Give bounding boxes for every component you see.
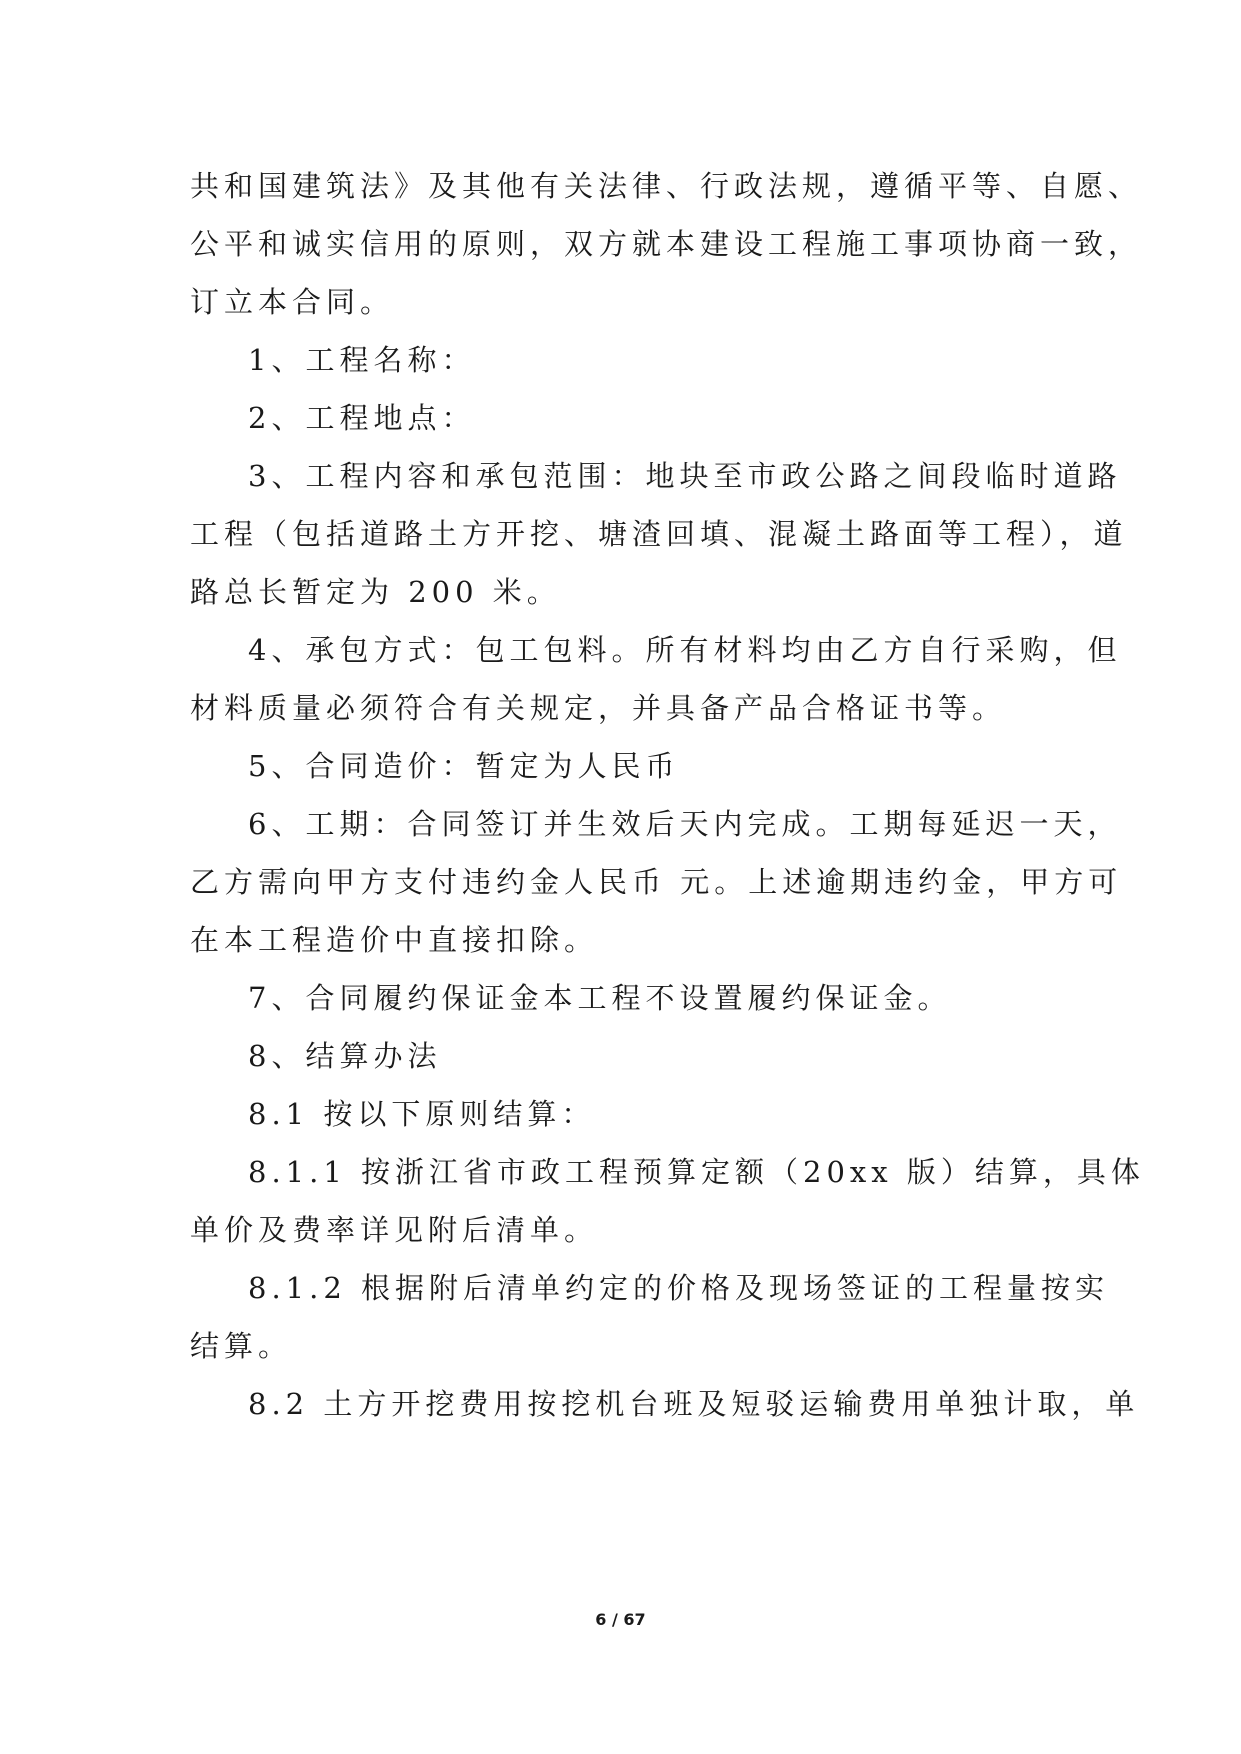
text-line: 共和国建筑法》及其他有关法律、行政法规，遵循平等、自愿、 xyxy=(190,169,1143,203)
text-line: 单价及费率详见附后清单。 xyxy=(190,1213,599,1247)
text-line: 订立本合同。 xyxy=(190,285,395,319)
text-line: 材料质量必须符合有关规定，并具备产品合格证书等。 xyxy=(190,691,1007,725)
text-line: 路总长暂定为 200 米。 xyxy=(190,575,561,609)
text-line: 乙方需向甲方支付违约金人民币 元。上述逾期违约金，甲方可 xyxy=(190,865,1123,899)
text-line: 5、合同造价：暂定为人民币 xyxy=(248,749,680,783)
text-line: 在本工程造价中直接扣除。 xyxy=(190,923,599,957)
text-line: 7、合同履约保证金本工程不设置履约保证金。 xyxy=(248,981,952,1015)
text-line: 2、工程地点： xyxy=(248,401,476,435)
text-line: 3、工程内容和承包范围：地块至市政公路之间段临时道路 xyxy=(248,459,1122,493)
text-line: 6、工期：合同签订并生效后天内完成。工期每延迟一天， xyxy=(248,807,1122,841)
text-line: 工程（包括道路土方开挖、塘渣回填、混凝土路面等工程），道 xyxy=(190,517,1128,551)
page-number: 6 / 67 xyxy=(595,1610,646,1629)
text-line: 公平和诚实信用的原则，双方就本建设工程施工事项协商一致， xyxy=(190,227,1143,261)
text-line: 8.2 土方开挖费用按挖机台班及短驳运输费用单独计取，单 xyxy=(248,1387,1140,1421)
text-line: 1、工程名称： xyxy=(248,343,476,377)
text-line: 8.1.2 根据附后清单约定的价格及现场签证的工程量按实 xyxy=(248,1271,1110,1305)
text-line: 8.1 按以下原则结算： xyxy=(248,1097,596,1131)
text-line: 4、承包方式：包工包料。所有材料均由乙方自行采购，但 xyxy=(248,633,1122,667)
text-line: 8、结算办法 xyxy=(248,1039,442,1073)
text-line: 结算。 xyxy=(190,1329,293,1363)
text-line: 8.1.1 按浙江省市政工程预算定额（20xx 版）结算，具体 xyxy=(248,1155,1145,1189)
document-body xyxy=(190,157,1145,1433)
